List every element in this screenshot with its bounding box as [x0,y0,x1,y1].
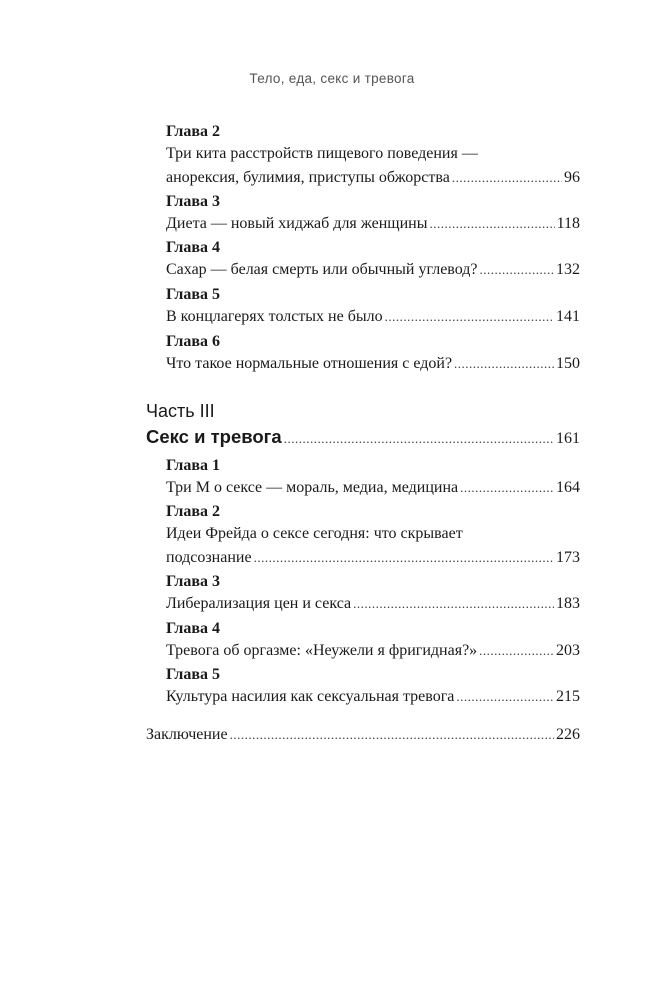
chapter-title-line [166,476,580,500]
dot-leader [429,212,554,236]
dot-leader [480,258,554,282]
page-number: 132 [556,261,580,278]
toc-entry-part2-chapter-6[interactable] [166,330,580,376]
chapter-title: Что такое нормальные отношения с едой? [166,355,453,372]
chapter-label: Глава 5 [166,286,220,303]
page-number: 118 [556,215,580,232]
dot-leader [452,166,562,190]
chapter-label: Глава 5 [166,666,220,683]
toc-entry-part2-chapter-5[interactable] [166,283,580,329]
chapter-label: Глава 6 [166,333,220,350]
dot-leader [385,305,554,329]
dot-leader [254,546,554,570]
chapter-title-line [166,592,580,616]
chapter-label: Глава 1 [166,457,220,474]
toc-entry-part2-chapter-2[interactable] [166,120,580,190]
page-number: 183 [556,595,580,612]
chapter-title-line [166,212,580,236]
chapter-label: Глава 2 [166,123,220,140]
page-number: 173 [556,549,580,566]
part-title: Секс и тревога [146,426,282,447]
chapter-label: Глава 3 [166,573,220,590]
chapter-title-line [166,352,580,376]
page-number: 215 [556,688,580,705]
toc-entry-part3-chapter-1[interactable] [166,454,580,500]
toc-entry-part3-chapter-4[interactable] [166,617,580,663]
chapter-title: Либерализация цен и секса [166,595,352,612]
chapter-title-line [166,166,580,190]
chapter-title: В концлагерях толстых не было [166,308,383,325]
chapter-label: Глава 2 [166,503,220,520]
chapter-title: Диета — новый хиджаб для женщины [166,215,428,232]
dot-leader [454,352,554,376]
dot-leader [284,426,554,452]
dot-leader [230,723,554,747]
running-head: Тело, еда, секс и тревога [249,71,415,86]
dot-leader [479,639,554,663]
chapter-title: Культура насилия как сексуальная тревога [166,688,455,705]
dot-leader [460,476,554,500]
chapter-title: подсознание [166,549,252,566]
page-number: 161 [556,430,580,447]
part-title-line [146,424,580,450]
toc-entry-part3-chapter-3[interactable] [166,570,580,616]
toc-entry-part2-chapter-3[interactable] [166,190,580,236]
page-number: 141 [556,308,580,325]
chapter-title: Сахар — белая смерть или обычный углевод? [166,261,478,278]
chapter-title-line1: Идеи Фрейда о сексе сегодня: что скрывает [166,525,463,542]
dot-leader [353,592,554,616]
chapter-title-line [166,685,580,709]
toc-entry-conclusion[interactable] [146,723,580,747]
page-number: 150 [556,355,580,372]
toc-entry-part3-chapter-2[interactable] [166,500,580,570]
chapter-title: Три М о сексе — мораль, медиа, медицина [166,479,459,496]
chapter-title: Тревога об оргазме: «Неужели я фригидная?» [166,642,478,659]
chapter-label: Глава 4 [166,620,220,637]
chapter-title-line [166,258,580,282]
dot-leader [456,685,554,709]
page-number: 226 [556,726,580,743]
chapter-label: Глава 3 [166,193,220,210]
conclusion-title-line [146,723,580,747]
page-number: 96 [564,169,580,186]
conclusion-title: Заключение [146,726,228,743]
chapter-title-line [166,546,580,570]
part-label: Часть III [146,401,215,421]
chapter-title: анорексия, булимия, приступы обжорства [166,169,450,186]
toc-entry-part2-chapter-4[interactable] [166,236,580,282]
toc-entry-part-3[interactable] [146,398,580,450]
chapter-title-line [166,305,580,329]
chapter-title-line [166,639,580,663]
page-number: 203 [556,642,580,659]
page-number: 164 [556,479,580,496]
toc-entry-part3-chapter-5[interactable] [166,663,580,709]
chapter-title-line1: Три кита расстройств пищевого поведения — [166,145,478,162]
chapter-label: Глава 4 [166,239,220,256]
